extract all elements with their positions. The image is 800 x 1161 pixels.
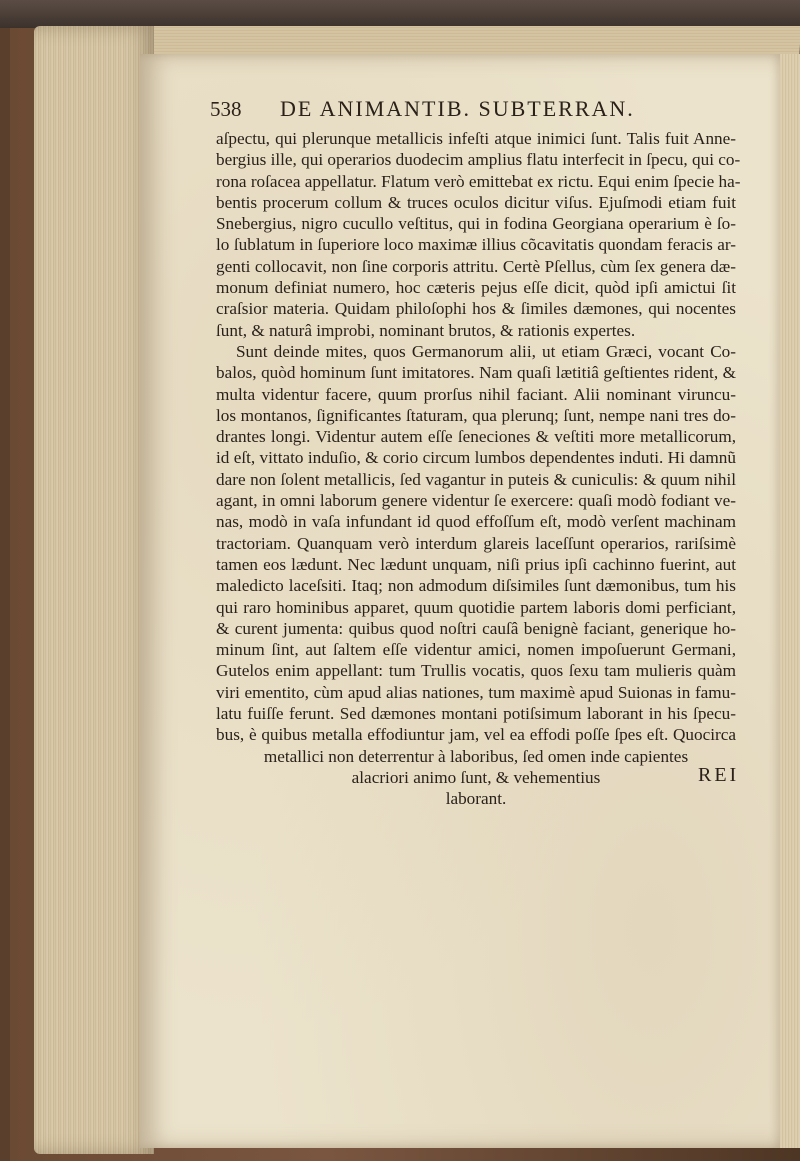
text-line: latu fuiſſe ferunt. Sed dæmones montani potiſsimum laborant in his ſpecu- xyxy=(216,704,736,724)
page-block-left-edges xyxy=(34,26,154,1154)
body-text xyxy=(216,128,741,810)
text-line: bergius ille, qui operarios duodecim amplius flatu interfecit in ſpecu, qui co- xyxy=(216,150,741,170)
text-line: bus, è quibus metalla effodiuntur jam, vel ea effodi poſſe ſpes eſt. Quocirca xyxy=(216,725,736,745)
text-line: maledicto laceſsiti. Itaq; non admodum diſsimiles ſunt dæmonibus, tum his xyxy=(216,576,736,596)
running-title: DE ANIMANTIB. SUBTERRAN. xyxy=(280,96,635,121)
text-line-centered: laborant. xyxy=(445,789,507,809)
text-line: dare non ſolent metallicis, ſed vagantur in puteis & cuniculis: & quum nihil xyxy=(216,469,736,489)
text-line: agant, in omni laborum genere videntur ſe exercere: quaſi modò fodiant ve- xyxy=(216,491,736,511)
backdrop xyxy=(0,0,800,28)
text-line-centered: metallici non deterrentur à laboribus, ſed omen inde capientes xyxy=(263,746,689,766)
text-line: minum ſint, aut ſaltem eſſe videntur amici, nomen impoſuerunt Germani, xyxy=(216,640,736,660)
text-line: Gutelos enim appellant: tum Trullis vocatis, quos ſexu tam mulieris quàm xyxy=(216,661,736,681)
page-header xyxy=(210,96,730,122)
text-line: viri ementito, cùm apud alias nationes, tum maximè apud Suionas in famu- xyxy=(216,682,736,702)
text-line: multa videntur facere, quum prorſus nihil faciant. Alii nominant viruncu- xyxy=(216,384,736,404)
text-line: bentis procerum collum & truces oculos dicitur viſus. Ejuſmodi etiam fuit xyxy=(216,192,736,212)
text-line-centered: alacriori animo ſunt, & vehementius xyxy=(351,767,601,787)
text-line: Snebergius, nigro cucullo veſtitus, qui in fodina Georgiana operarium è ſo- xyxy=(216,214,736,234)
text-line: aſpectu, qui plerunque metallicis infeſti atque inimici ſunt. Talis fuit Anne- xyxy=(216,129,736,148)
text-line: genti collocavit, non ſine corporis attritu. Certè Pſellus, cùm ſex genera dæ- xyxy=(216,256,736,276)
text-line: Sunt deinde mites, quos Germanorum alii, ut etiam Græci, vocant Co- xyxy=(236,341,736,361)
text-line: drantes longi. Videntur autem eſſe ſeneciones & veſtiti more metallicorum, xyxy=(216,427,736,447)
text-line: balos, quòd hominum ſunt imitatores. Nam quaſi lætitiâ geſtientes rident, & xyxy=(216,363,736,383)
text-line: los montanos, ſignificantes ſtaturam, qua plerunq; ſunt, nempe nani tres do- xyxy=(216,405,736,425)
text-line: nas, modò in vaſa infundant id quod effoſſum eſt, modò verſent machinam xyxy=(216,512,736,532)
text-line: qui raro hominibus apparet, quum quotidie partem laboris domi perficiant, xyxy=(216,597,736,617)
text-line: & curent jumenta: quibus quod noſtri cauſâ benignè faciant, generique ho- xyxy=(216,618,736,638)
page-block-right-edge xyxy=(778,54,800,1148)
text-line: craſsior materia. Quidam philoſophi hos & ſimiles dæmones, qui nocentes xyxy=(216,299,736,319)
text-line: monum definiat numero, hoc cæteris pejus eſſe dicit, quòd ipſi amictui ſit xyxy=(216,278,736,298)
page-number: 538 xyxy=(210,97,242,121)
text-line: tamen eos lædunt. Nec lædunt unquam, niſi prius ipſi cachinno fuerint, aut xyxy=(216,554,736,574)
text-line: lo ſublatum in ſuperiore loco maximæ illius cõcavitatis quondam feracis ar- xyxy=(216,235,736,255)
text-line: tractoriam. Quanquam verò interdum glareis laceſſunt operarios, rariſsimè xyxy=(216,533,736,553)
text-line: rona roſacea appellatur. Flatum verò emittebat ex rictu. Equi enim ſpecie ha- xyxy=(216,171,741,191)
text-line: id eſt, vittato induſio, & corio circum lumbos dependentes induti. Hi damnũ xyxy=(216,448,736,468)
text-line: ſunt, & naturâ improbi, nominant brutos, & rationis expertes. xyxy=(216,320,636,340)
book-page xyxy=(140,54,780,1148)
catchword: REI xyxy=(698,764,740,786)
